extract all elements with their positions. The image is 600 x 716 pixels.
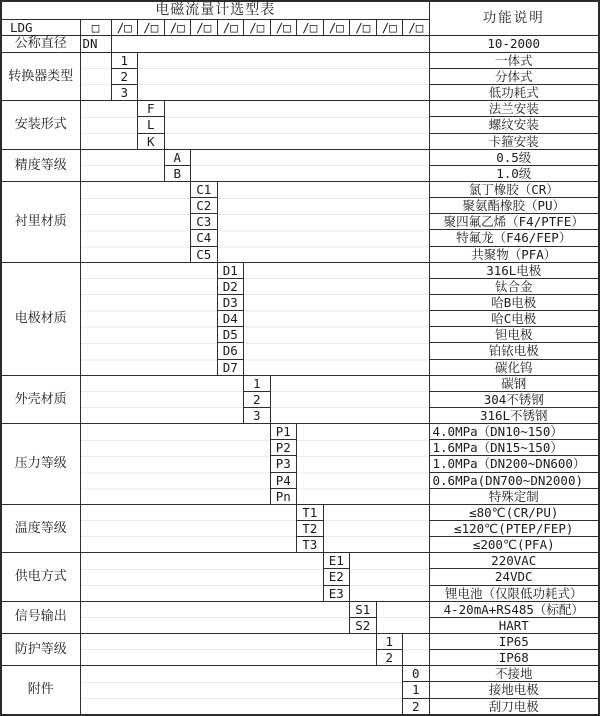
code-cell: D2 [217,278,244,294]
function-cell: 法兰安装 [429,101,599,117]
code-cell: T2 [297,520,324,536]
function-cell: 特氟龙（F46/FEP） [429,230,599,246]
code-cell: D1 [217,262,244,278]
group-label: 电极材质 [1,262,80,375]
function-cell: 聚氨酯橡胶（PU） [429,198,599,214]
model-slash-box: /□ [164,20,191,36]
code-cell: P3 [270,456,297,472]
function-column-header: 功能说明 [429,1,599,36]
function-cell: 分体式 [429,69,599,85]
spacer-cell [217,182,429,263]
code-cell: 2 [244,391,271,407]
function-cell: 1.0级 [429,165,599,181]
function-cell: 304不锈钢 [429,391,599,407]
code-cell: D4 [217,311,244,327]
option-row [1,149,599,165]
group-label: 精度等级 [1,149,80,181]
code-cell: E1 [323,553,350,569]
function-cell: 1.0MPa（DN200~DN600） [429,456,599,472]
code-cell: T3 [297,537,324,553]
spacer-cell [80,666,403,715]
model-code-box: □ [80,20,111,36]
title-row [1,1,599,20]
model-slash-box: /□ [191,20,218,36]
spacer-cell [191,149,430,181]
function-cell: 钛合金 [429,278,599,294]
code-cell: 1 [244,375,271,391]
spacer-cell [80,375,244,423]
code-cell: F [138,101,165,117]
spacer-cell [80,262,217,375]
group-label: 衬里材质 [1,182,80,263]
option-row [1,375,599,391]
model-slash-box: /□ [217,20,244,36]
function-cell: 316L电极 [429,262,599,278]
code-cell: D7 [217,359,244,375]
function-cell: IP68 [429,650,599,666]
spacer-cell [80,601,350,633]
group-label: 附件 [1,666,80,715]
function-cell: 24VDC [429,569,599,585]
group-label: 外壳材质 [1,375,80,423]
option-row [1,101,599,117]
spacer-cell [80,633,376,665]
spacer-cell [376,601,429,633]
function-cell: 刮刀电极 [429,698,599,715]
model-slash-box: /□ [111,20,138,36]
code-cell: C2 [191,198,218,214]
code-cell: L [138,117,165,133]
code-cell: K [138,133,165,149]
model-slash-box: /□ [403,20,430,36]
function-cell: ≤80℃(CR/PU) [429,504,599,520]
group-label: 压力等级 [1,424,80,505]
code-cell: D6 [217,343,244,359]
code-cell: E2 [323,569,350,585]
function-cell: 1.6MPa（DN15~150） [429,440,599,456]
spacer-cell [297,424,430,505]
option-row [1,36,599,53]
spacer-cell [164,101,429,149]
function-cell: 低功耗式 [429,85,599,101]
code-cell: 1 [111,52,138,68]
function-cell: 4-20mA+RS485（标配） [429,601,599,617]
model-slash-box: /□ [350,20,377,36]
code-cell: 0 [403,666,430,682]
code-cell: DN [80,36,111,53]
option-row [1,633,599,649]
function-cell: ≤120℃(PTEP/FEP) [429,520,599,536]
function-cell: IP65 [429,633,599,649]
function-cell: 卡箍安装 [429,133,599,149]
code-cell: C3 [191,214,218,230]
model-slash-box: /□ [138,20,165,36]
function-cell: 哈C电极 [429,311,599,327]
spacer-cell [80,52,111,100]
table-title: 电磁流量计选型表 [1,1,429,20]
function-cell: 0.6MPa(DN700~DN2000) [429,472,599,488]
function-cell: 聚四氟乙烯（F4/PTFE） [429,214,599,230]
code-cell: 2 [111,69,138,85]
function-cell: 接地电极 [429,682,599,698]
model-slash-box: /□ [270,20,297,36]
code-cell: B [164,165,191,181]
option-row [1,52,599,68]
option-row [1,666,599,682]
spacer-cell [80,149,164,181]
code-cell: 1 [403,682,430,698]
spacer-cell [80,553,323,601]
function-cell: HART [429,617,599,633]
function-cell: 螺纹安装 [429,117,599,133]
function-cell: 0.5级 [429,149,599,165]
code-cell: A [164,149,191,165]
function-cell: 碳化钨 [429,359,599,375]
code-cell: 2 [403,698,430,715]
code-cell: 1 [376,633,403,649]
code-cell: E3 [323,585,350,601]
code-cell: 2 [376,650,403,666]
spacer-cell [138,52,430,100]
option-row [1,424,599,440]
code-cell: S2 [350,617,377,633]
code-cell: P4 [270,472,297,488]
function-cell: 10-2000 [429,36,599,53]
spacer-cell [323,504,429,552]
function-cell: 铂铱电极 [429,343,599,359]
code-cell: C4 [191,230,218,246]
option-row [1,182,599,198]
spacer-cell [244,262,430,375]
group-label: 公称直径 [1,36,80,53]
model-prefix: LDG [1,20,80,36]
function-cell: 316L不锈钢 [429,407,599,423]
spacer-cell [350,553,430,601]
spacer-cell [80,504,297,552]
code-cell: P2 [270,440,297,456]
option-row [1,504,599,520]
function-cell: 一体式 [429,52,599,68]
option-row [1,553,599,569]
model-slash-box: /□ [323,20,350,36]
code-cell: 3 [244,407,271,423]
group-label: 转换器类型 [1,52,80,100]
spacer-cell [270,375,429,423]
function-cell: ≤200℃(PFA) [429,537,599,553]
spacer-cell [80,424,270,505]
spacer-cell [403,633,430,665]
option-row [1,262,599,278]
model-slash-box: /□ [297,20,324,36]
code-cell: S1 [350,601,377,617]
function-cell: 碳钢 [429,375,599,391]
function-cell: 锂电池（仅限低功耗式） [429,585,599,601]
group-label: 防护等级 [1,633,80,665]
group-label: 供电方式 [1,553,80,601]
group-label: 安装形式 [1,101,80,149]
option-row [1,601,599,617]
function-cell: 氯丁橡胶（CR） [429,182,599,198]
group-label: 信号输出 [1,601,80,633]
code-cell: P1 [270,424,297,440]
function-cell: 钽电极 [429,327,599,343]
code-cell: D5 [217,327,244,343]
function-cell: 不接地 [429,666,599,682]
code-cell: C5 [191,246,218,262]
function-cell: 4.0MPa（DN10~150） [429,424,599,440]
model-slash-box: /□ [376,20,403,36]
spacer-cell [80,182,191,263]
function-cell: 哈B电极 [429,294,599,310]
code-cell: T1 [297,504,324,520]
code-cell: D3 [217,294,244,310]
spacer-cell [111,36,429,53]
code-cell: 3 [111,85,138,101]
code-cell: C1 [191,182,218,198]
function-cell: 特殊定制 [429,488,599,504]
function-cell: 220VAC [429,553,599,569]
group-label: 温度等级 [1,504,80,552]
function-cell: 共聚物（PFA） [429,246,599,262]
model-slash-box: /□ [244,20,271,36]
spacer-cell [80,101,138,149]
code-cell: Pn [270,488,297,504]
